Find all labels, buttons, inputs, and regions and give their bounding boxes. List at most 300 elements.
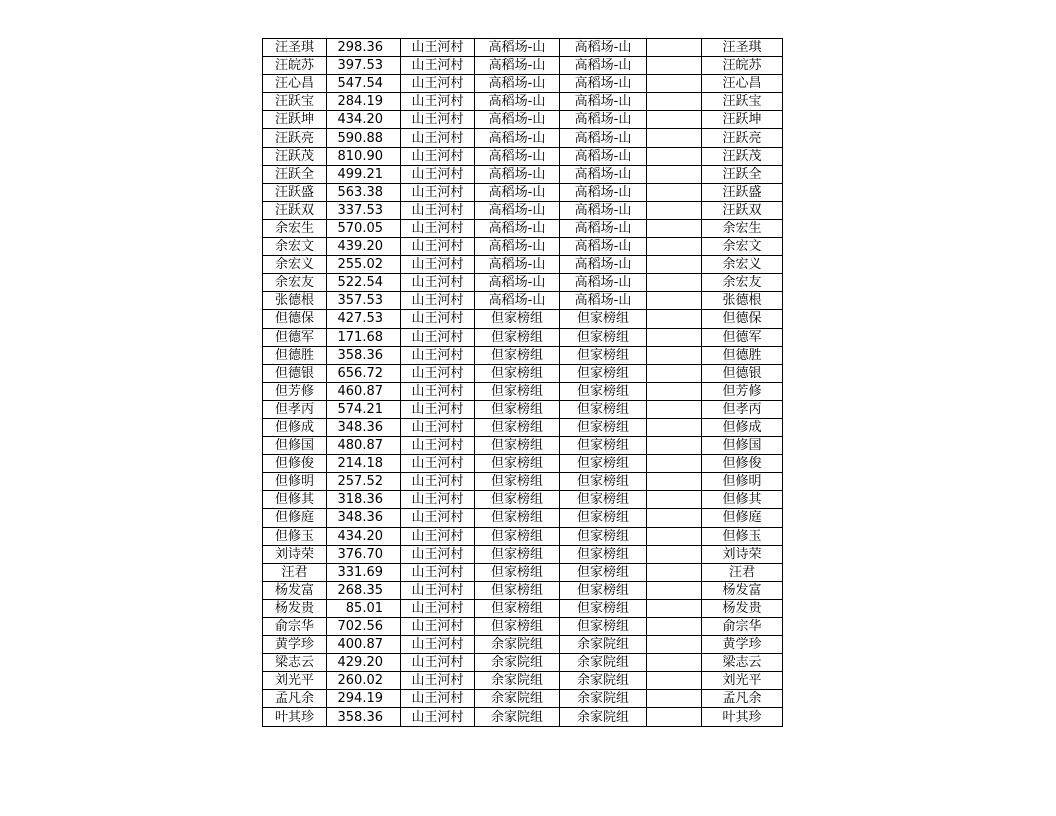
- owner-name-cell: 俞宗华: [702, 618, 783, 636]
- name-cell: 刘光平: [263, 672, 327, 690]
- village-cell: 山王河村: [401, 563, 475, 581]
- table-row: [263, 654, 783, 672]
- area-cell: 318.36: [327, 491, 401, 509]
- owner-name-cell: 汪跃盛: [702, 183, 783, 201]
- table-row: [263, 364, 783, 382]
- name-cell: 但修其: [263, 491, 327, 509]
- blank-cell: [647, 147, 702, 165]
- village-cell: 山王河村: [401, 93, 475, 111]
- village-cell: 山王河村: [401, 364, 475, 382]
- village-cell: 山王河村: [401, 708, 475, 726]
- group-cell: 高稻场-山: [475, 219, 560, 237]
- area-cell: 255.02: [327, 256, 401, 274]
- name-cell: 汪跃坤: [263, 111, 327, 129]
- group-cell: 但家榜组: [475, 364, 560, 382]
- area-cell: 358.36: [327, 708, 401, 726]
- table-row: [263, 636, 783, 654]
- village-cell: 山王河村: [401, 672, 475, 690]
- owner-name-cell: 但德银: [702, 364, 783, 382]
- group-cell: 高稻场-山: [475, 274, 560, 292]
- blank-cell: [647, 509, 702, 527]
- name-cell: 杨发贵: [263, 599, 327, 617]
- subgroup-cell: 高稻场-山: [560, 256, 647, 274]
- group-cell: 但家榜组: [475, 618, 560, 636]
- area-cell: 284.19: [327, 93, 401, 111]
- table-row: [263, 581, 783, 599]
- name-cell: 汪跃全: [263, 165, 327, 183]
- name-cell: 余宏文: [263, 238, 327, 256]
- owner-name-cell: 但修庭: [702, 509, 783, 527]
- blank-cell: [647, 219, 702, 237]
- area-cell: 439.20: [327, 238, 401, 256]
- area-cell: 337.53: [327, 201, 401, 219]
- subgroup-cell: 高稻场-山: [560, 183, 647, 201]
- blank-cell: [647, 129, 702, 147]
- group-cell: 高稻场-山: [475, 256, 560, 274]
- blank-cell: [647, 165, 702, 183]
- area-cell: 590.88: [327, 129, 401, 147]
- area-cell: 810.90: [327, 147, 401, 165]
- table-row: [263, 491, 783, 509]
- group-cell: 但家榜组: [475, 599, 560, 617]
- village-cell: 山王河村: [401, 274, 475, 292]
- subgroup-cell: 但家榜组: [560, 491, 647, 509]
- blank-cell: [647, 328, 702, 346]
- blank-cell: [647, 545, 702, 563]
- name-cell: 俞宗华: [263, 618, 327, 636]
- name-cell: 杨发富: [263, 581, 327, 599]
- table-row: [263, 256, 783, 274]
- subgroup-cell: 但家榜组: [560, 599, 647, 617]
- blank-cell: [647, 364, 702, 382]
- subgroup-cell: 但家榜组: [560, 455, 647, 473]
- village-cell: 山王河村: [401, 129, 475, 147]
- village-cell: 山王河村: [401, 599, 475, 617]
- village-cell: 山王河村: [401, 473, 475, 491]
- group-cell: 但家榜组: [475, 328, 560, 346]
- area-cell: 499.21: [327, 165, 401, 183]
- table-row: [263, 437, 783, 455]
- owner-name-cell: 余宏义: [702, 256, 783, 274]
- name-cell: 叶其珍: [263, 708, 327, 726]
- owner-name-cell: 汪跃双: [702, 201, 783, 219]
- blank-cell: [647, 708, 702, 726]
- table-row: [263, 201, 783, 219]
- area-cell: 348.36: [327, 509, 401, 527]
- village-cell: 山王河村: [401, 57, 475, 75]
- village-cell: 山王河村: [401, 455, 475, 473]
- group-cell: 高稻场-山: [475, 183, 560, 201]
- owner-name-cell: 余宏文: [702, 238, 783, 256]
- group-cell: 但家榜组: [475, 491, 560, 509]
- owner-name-cell: 孟凡余: [702, 690, 783, 708]
- name-cell: 但德银: [263, 364, 327, 382]
- group-cell: 高稻场-山: [475, 238, 560, 256]
- name-cell: 汪君: [263, 563, 327, 581]
- table-row: [263, 274, 783, 292]
- group-cell: 高稻场-山: [475, 57, 560, 75]
- owner-name-cell: 黄学珍: [702, 636, 783, 654]
- name-cell: 汪跃茂: [263, 147, 327, 165]
- blank-cell: [647, 690, 702, 708]
- owner-name-cell: 刘诗荣: [702, 545, 783, 563]
- village-cell: 山王河村: [401, 418, 475, 436]
- group-cell: 但家榜组: [475, 509, 560, 527]
- table-body: [263, 39, 783, 727]
- table-row: [263, 147, 783, 165]
- name-cell: 黄学珍: [263, 636, 327, 654]
- group-cell: 但家榜组: [475, 563, 560, 581]
- table-row: [263, 328, 783, 346]
- owner-name-cell: 余宏友: [702, 274, 783, 292]
- name-cell: 但修庭: [263, 509, 327, 527]
- name-cell: 但修国: [263, 437, 327, 455]
- blank-cell: [647, 654, 702, 672]
- blank-cell: [647, 437, 702, 455]
- area-cell: 268.35: [327, 581, 401, 599]
- village-cell: 山王河村: [401, 201, 475, 219]
- village-cell: 山王河村: [401, 545, 475, 563]
- table-row: [263, 39, 783, 57]
- blank-cell: [647, 183, 702, 201]
- village-cell: 山王河村: [401, 165, 475, 183]
- group-cell: 但家榜组: [475, 437, 560, 455]
- subgroup-cell: 但家榜组: [560, 581, 647, 599]
- owner-name-cell: 但修成: [702, 418, 783, 436]
- subgroup-cell: 高稻场-山: [560, 75, 647, 93]
- group-cell: 但家榜组: [475, 310, 560, 328]
- area-cell: 358.36: [327, 346, 401, 364]
- subgroup-cell: 但家榜组: [560, 364, 647, 382]
- owner-name-cell: 但修国: [702, 437, 783, 455]
- village-cell: 山王河村: [401, 346, 475, 364]
- table-row: [263, 708, 783, 726]
- group-cell: 高稻场-山: [475, 165, 560, 183]
- table-row: [263, 183, 783, 201]
- group-cell: 但家榜组: [475, 455, 560, 473]
- blank-cell: [647, 274, 702, 292]
- subgroup-cell: 但家榜组: [560, 527, 647, 545]
- name-cell: 汪跃宝: [263, 93, 327, 111]
- owner-name-cell: 但德军: [702, 328, 783, 346]
- owner-name-cell: 汪跃全: [702, 165, 783, 183]
- subgroup-cell: 余家院组: [560, 636, 647, 654]
- blank-cell: [647, 39, 702, 57]
- owner-name-cell: 但德保: [702, 310, 783, 328]
- group-cell: 高稻场-山: [475, 147, 560, 165]
- owner-name-cell: 汪跃宝: [702, 93, 783, 111]
- subgroup-cell: 但家榜组: [560, 618, 647, 636]
- blank-cell: [647, 201, 702, 219]
- subgroup-cell: 高稻场-山: [560, 274, 647, 292]
- owner-name-cell: 叶其珍: [702, 708, 783, 726]
- village-cell: 山王河村: [401, 238, 475, 256]
- blank-cell: [647, 473, 702, 491]
- table-row: [263, 618, 783, 636]
- table-row: [263, 93, 783, 111]
- table-row: [263, 599, 783, 617]
- blank-cell: [647, 57, 702, 75]
- subgroup-cell: 但家榜组: [560, 563, 647, 581]
- subgroup-cell: 但家榜组: [560, 382, 647, 400]
- owner-name-cell: 汪跃亮: [702, 129, 783, 147]
- owner-name-cell: 汪圣琪: [702, 39, 783, 57]
- table-row: [263, 165, 783, 183]
- blank-cell: [647, 418, 702, 436]
- village-cell: 山王河村: [401, 690, 475, 708]
- area-cell: 376.70: [327, 545, 401, 563]
- village-cell: 山王河村: [401, 491, 475, 509]
- blank-cell: [647, 581, 702, 599]
- blank-cell: [647, 618, 702, 636]
- village-cell: 山王河村: [401, 111, 475, 129]
- blank-cell: [647, 310, 702, 328]
- village-cell: 山王河村: [401, 256, 475, 274]
- name-cell: 汪跃双: [263, 201, 327, 219]
- group-cell: 余家院组: [475, 690, 560, 708]
- table-row: [263, 346, 783, 364]
- blank-cell: [647, 455, 702, 473]
- subgroup-cell: 高稻场-山: [560, 201, 647, 219]
- subgroup-cell: 余家院组: [560, 654, 647, 672]
- blank-cell: [647, 93, 702, 111]
- table-row: [263, 563, 783, 581]
- group-cell: 余家院组: [475, 708, 560, 726]
- name-cell: 余宏生: [263, 219, 327, 237]
- village-cell: 山王河村: [401, 636, 475, 654]
- owner-name-cell: 杨发富: [702, 581, 783, 599]
- area-cell: 357.53: [327, 292, 401, 310]
- group-cell: 高稻场-山: [475, 201, 560, 219]
- subgroup-cell: 高稻场-山: [560, 57, 647, 75]
- area-cell: 702.56: [327, 618, 401, 636]
- table-row: [263, 509, 783, 527]
- group-cell: 但家榜组: [475, 382, 560, 400]
- blank-cell: [647, 563, 702, 581]
- name-cell: 但德保: [263, 310, 327, 328]
- name-cell: 汪圣琪: [263, 39, 327, 57]
- blank-cell: [647, 256, 702, 274]
- area-cell: 427.53: [327, 310, 401, 328]
- subgroup-cell: 但家榜组: [560, 437, 647, 455]
- name-cell: 但德胜: [263, 346, 327, 364]
- owner-name-cell: 杨发贵: [702, 599, 783, 617]
- subgroup-cell: 高稻场-山: [560, 111, 647, 129]
- area-cell: 434.20: [327, 111, 401, 129]
- name-cell: 余宏友: [263, 274, 327, 292]
- village-cell: 山王河村: [401, 75, 475, 93]
- subgroup-cell: 但家榜组: [560, 545, 647, 563]
- name-cell: 但芳修: [263, 382, 327, 400]
- name-cell: 张德根: [263, 292, 327, 310]
- owner-name-cell: 但修玉: [702, 527, 783, 545]
- area-cell: 294.19: [327, 690, 401, 708]
- village-cell: 山王河村: [401, 219, 475, 237]
- area-cell: 574.21: [327, 400, 401, 418]
- table-row: [263, 75, 783, 93]
- blank-cell: [647, 346, 702, 364]
- subgroup-cell: 但家榜组: [560, 400, 647, 418]
- subgroup-cell: 高稻场-山: [560, 129, 647, 147]
- subgroup-cell: 高稻场-山: [560, 165, 647, 183]
- table-row: [263, 310, 783, 328]
- owner-name-cell: 但修俊: [702, 455, 783, 473]
- area-cell: 656.72: [327, 364, 401, 382]
- owner-name-cell: 余宏生: [702, 219, 783, 237]
- name-cell: 但孝丙: [263, 400, 327, 418]
- group-cell: 高稻场-山: [475, 129, 560, 147]
- group-cell: 但家榜组: [475, 545, 560, 563]
- owner-name-cell: 汪跃坤: [702, 111, 783, 129]
- owner-name-cell: 汪皖苏: [702, 57, 783, 75]
- group-cell: 但家榜组: [475, 527, 560, 545]
- area-cell: 298.36: [327, 39, 401, 57]
- area-cell: 563.38: [327, 183, 401, 201]
- group-cell: 余家院组: [475, 672, 560, 690]
- area-cell: 397.53: [327, 57, 401, 75]
- table-row: [263, 455, 783, 473]
- table-row: [263, 672, 783, 690]
- name-cell: 但修俊: [263, 455, 327, 473]
- village-cell: 山王河村: [401, 328, 475, 346]
- name-cell: 汪心昌: [263, 75, 327, 93]
- table-row: [263, 382, 783, 400]
- village-cell: 山王河村: [401, 147, 475, 165]
- blank-cell: [647, 382, 702, 400]
- group-cell: 高稻场-山: [475, 111, 560, 129]
- data-table: [262, 38, 783, 727]
- area-cell: 547.54: [327, 75, 401, 93]
- table-row: [263, 400, 783, 418]
- table-row: [263, 473, 783, 491]
- name-cell: 但德军: [263, 328, 327, 346]
- owner-name-cell: 汪跃茂: [702, 147, 783, 165]
- table-row: [263, 238, 783, 256]
- name-cell: 但修成: [263, 418, 327, 436]
- subgroup-cell: 但家榜组: [560, 310, 647, 328]
- subgroup-cell: 但家榜组: [560, 473, 647, 491]
- owner-name-cell: 汪君: [702, 563, 783, 581]
- table-row: [263, 111, 783, 129]
- name-cell: 但修明: [263, 473, 327, 491]
- subgroup-cell: 高稻场-山: [560, 292, 647, 310]
- village-cell: 山王河村: [401, 400, 475, 418]
- name-cell: 孟凡余: [263, 690, 327, 708]
- village-cell: 山王河村: [401, 618, 475, 636]
- blank-cell: [647, 599, 702, 617]
- village-cell: 山王河村: [401, 310, 475, 328]
- name-cell: 余宏义: [263, 256, 327, 274]
- subgroup-cell: 高稻场-山: [560, 93, 647, 111]
- blank-cell: [647, 491, 702, 509]
- subgroup-cell: 余家院组: [560, 690, 647, 708]
- area-cell: 331.69: [327, 563, 401, 581]
- table-row: [263, 690, 783, 708]
- group-cell: 高稻场-山: [475, 292, 560, 310]
- blank-cell: [647, 75, 702, 93]
- area-cell: 522.54: [327, 274, 401, 292]
- subgroup-cell: 但家榜组: [560, 509, 647, 527]
- group-cell: 高稻场-山: [475, 39, 560, 57]
- table-row: [263, 418, 783, 436]
- blank-cell: [647, 292, 702, 310]
- subgroup-cell: 余家院组: [560, 672, 647, 690]
- owner-name-cell: 张德根: [702, 292, 783, 310]
- group-cell: 高稻场-山: [475, 93, 560, 111]
- area-cell: 400.87: [327, 636, 401, 654]
- blank-cell: [647, 111, 702, 129]
- village-cell: 山王河村: [401, 509, 475, 527]
- table-row: [263, 57, 783, 75]
- subgroup-cell: 余家院组: [560, 708, 647, 726]
- group-cell: 但家榜组: [475, 400, 560, 418]
- village-cell: 山王河村: [401, 183, 475, 201]
- owner-name-cell: 汪心昌: [702, 75, 783, 93]
- group-cell: 但家榜组: [475, 418, 560, 436]
- area-cell: 257.52: [327, 473, 401, 491]
- name-cell: 梁志云: [263, 654, 327, 672]
- owner-name-cell: 但孝丙: [702, 400, 783, 418]
- owner-name-cell: 但芳修: [702, 382, 783, 400]
- subgroup-cell: 但家榜组: [560, 328, 647, 346]
- name-cell: 刘诗荣: [263, 545, 327, 563]
- village-cell: 山王河村: [401, 292, 475, 310]
- owner-name-cell: 梁志云: [702, 654, 783, 672]
- name-cell: 汪跃盛: [263, 183, 327, 201]
- subgroup-cell: 但家榜组: [560, 346, 647, 364]
- group-cell: 高稻场-山: [475, 75, 560, 93]
- table-row: [263, 219, 783, 237]
- area-cell: 460.87: [327, 382, 401, 400]
- subgroup-cell: 但家榜组: [560, 418, 647, 436]
- group-cell: 但家榜组: [475, 346, 560, 364]
- blank-cell: [647, 400, 702, 418]
- group-cell: 但家榜组: [475, 581, 560, 599]
- name-cell: 但修玉: [263, 527, 327, 545]
- owner-name-cell: 但德胜: [702, 346, 783, 364]
- table-row: [263, 129, 783, 147]
- area-cell: 570.05: [327, 219, 401, 237]
- table-row: [263, 545, 783, 563]
- area-cell: 214.18: [327, 455, 401, 473]
- area-cell: 480.87: [327, 437, 401, 455]
- name-cell: 汪皖苏: [263, 57, 327, 75]
- subgroup-cell: 高稻场-山: [560, 238, 647, 256]
- blank-cell: [647, 238, 702, 256]
- blank-cell: [647, 527, 702, 545]
- group-cell: 但家榜组: [475, 473, 560, 491]
- subgroup-cell: 高稻场-山: [560, 39, 647, 57]
- area-cell: 260.02: [327, 672, 401, 690]
- owner-name-cell: 但修明: [702, 473, 783, 491]
- table-row: [263, 527, 783, 545]
- area-cell: 348.36: [327, 418, 401, 436]
- group-cell: 余家院组: [475, 654, 560, 672]
- group-cell: 余家院组: [475, 636, 560, 654]
- table-row: [263, 292, 783, 310]
- name-cell: 汪跃亮: [263, 129, 327, 147]
- area-cell: 85.01: [327, 599, 401, 617]
- village-cell: 山王河村: [401, 581, 475, 599]
- area-cell: 434.20: [327, 527, 401, 545]
- subgroup-cell: 高稻场-山: [560, 219, 647, 237]
- village-cell: 山王河村: [401, 527, 475, 545]
- area-cell: 171.68: [327, 328, 401, 346]
- subgroup-cell: 高稻场-山: [560, 147, 647, 165]
- owner-name-cell: 刘光平: [702, 672, 783, 690]
- blank-cell: [647, 636, 702, 654]
- village-cell: 山王河村: [401, 382, 475, 400]
